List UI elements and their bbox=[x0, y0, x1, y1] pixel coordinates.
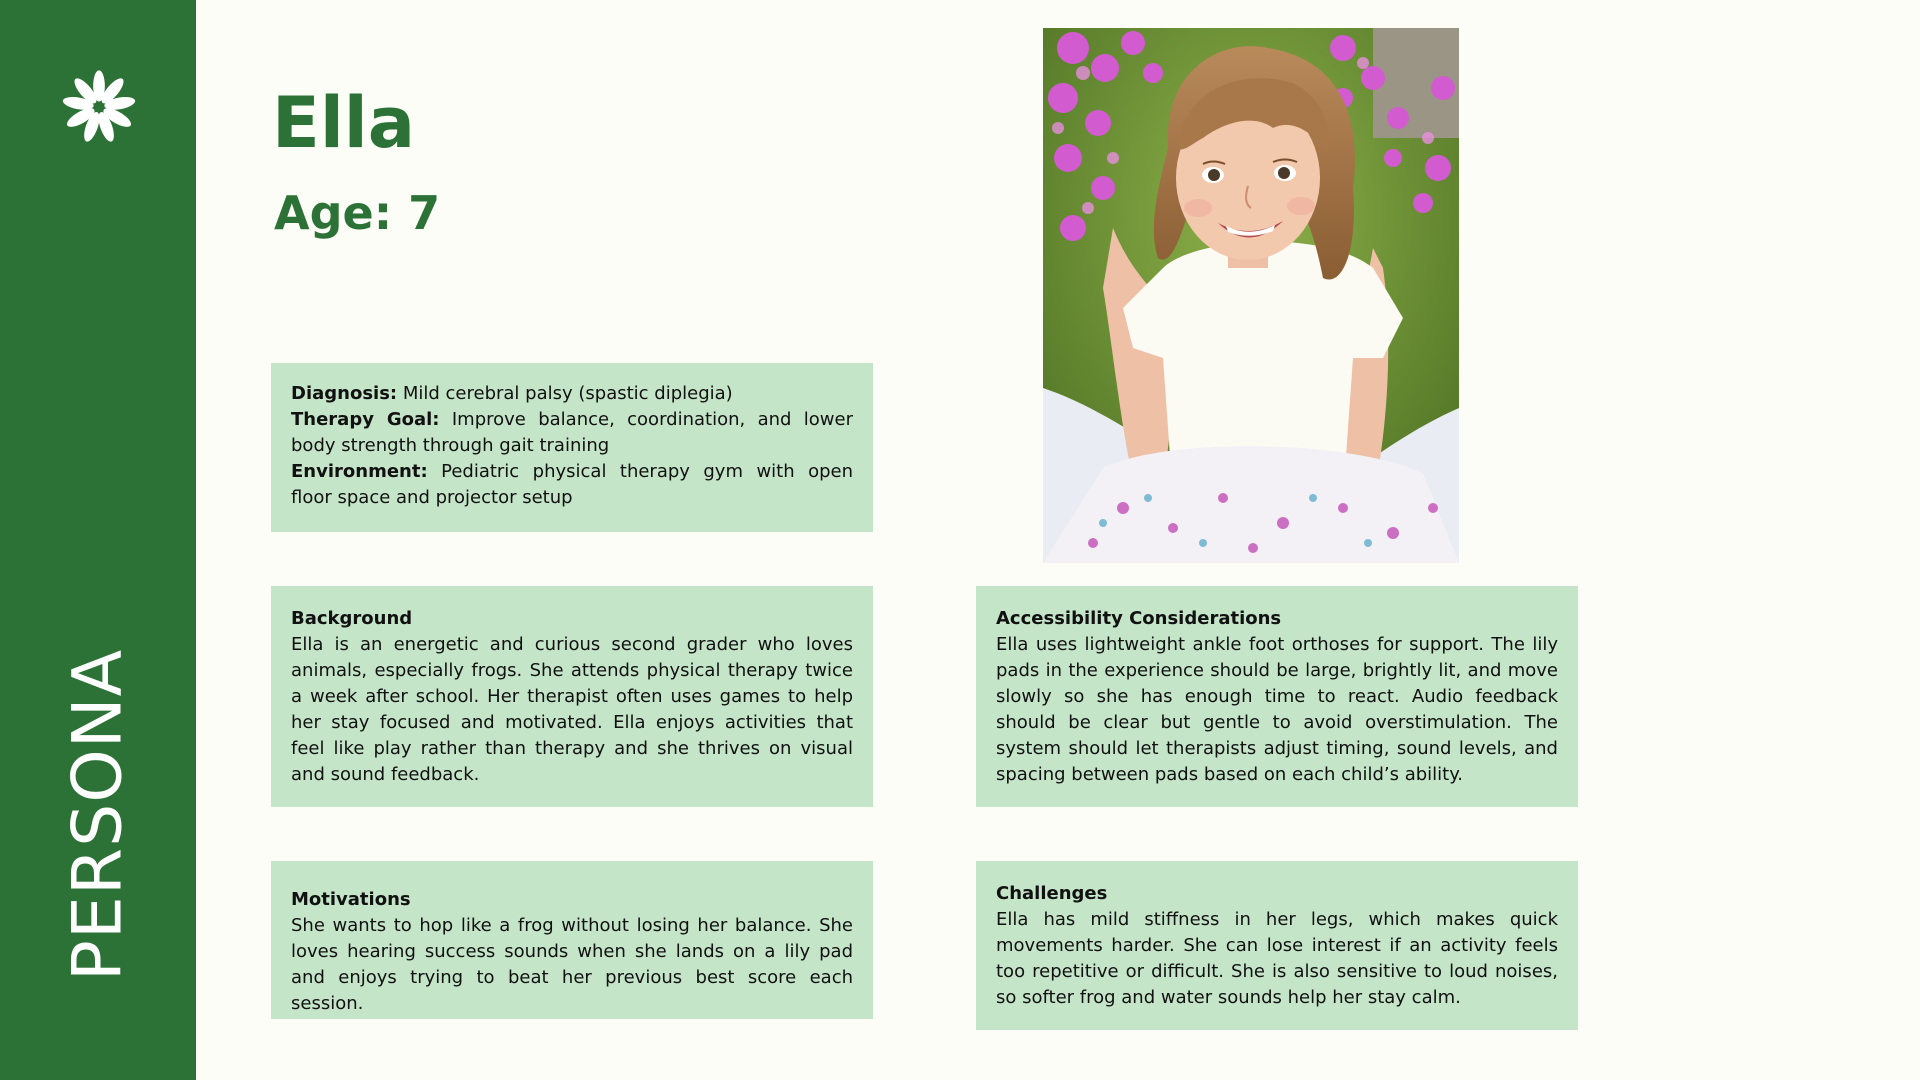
challenges-text: Ella has mild stiffness in her legs, which makes quick movements harder. She can lose interest if an activity feels too repetitive or difficult. She is also sensitive to loud noises, so softer frog and water sounds help her stay calm. bbox=[996, 909, 1558, 1008]
diagnosis-label: Diagnosis: bbox=[291, 383, 398, 404]
persona-photo bbox=[1043, 28, 1459, 563]
persona-name: Ella bbox=[272, 82, 416, 164]
diagnosis-value: Mild cerebral palsy (spastic diplegia) bbox=[397, 383, 733, 404]
motivations-heading: Motivations bbox=[291, 889, 411, 910]
motivations-text: She wants to hop like a frog without losing her balance. She loves hearing success sounds when she lands on a lily pad and enjoys trying to beat her previous best score each session. bbox=[291, 915, 853, 1014]
diagnosis-card bbox=[271, 363, 873, 532]
therapy-goal-value: Improve balance, coordination, and lower body strength through gait training bbox=[291, 409, 853, 456]
background-text: Ella is an energetic and curious second grader who loves animals, especially frogs. She attends physical therapy twice a week after school. Her therapist often uses games to help her stay focused and motivated. Ella enjoys activities that feel like play rather than therapy and she thrives on visual and sound feedback. bbox=[291, 634, 853, 785]
challenges-heading: Challenges bbox=[996, 883, 1108, 904]
persona-photo-illustration bbox=[1043, 28, 1459, 563]
background-heading: Background bbox=[291, 608, 413, 629]
environment-label: Environment: bbox=[291, 461, 428, 482]
therapy-goal-line bbox=[291, 407, 853, 459]
flower-asterisk-icon bbox=[60, 68, 138, 146]
persona-age: Age: 7 bbox=[274, 186, 441, 240]
motivations-card bbox=[271, 861, 873, 1019]
background-card bbox=[271, 586, 873, 807]
diagnosis-line bbox=[291, 381, 853, 407]
accessibility-text: Ella uses lightweight ankle foot orthoses for support. The lily pads in the experience should be large, brightly lit, and move slowly so she has enough time to react. Audio feedback should be clear but gentle to avoid overstimulation. The system should let therapists adjust timing, sound levels, and spacing between pads based on each child’s ability. bbox=[996, 634, 1558, 785]
accessibility-heading: Accessibility Considerations bbox=[996, 608, 1282, 629]
environment-line bbox=[291, 459, 853, 511]
sidebar bbox=[0, 0, 196, 1080]
challenges-card bbox=[976, 861, 1578, 1030]
therapy-goal-label: Therapy Goal: bbox=[291, 409, 440, 430]
environment-value: Pediatric physical therapy gym with open floor space and projector setup bbox=[291, 461, 853, 508]
accessibility-card bbox=[976, 586, 1578, 807]
sidebar-label: PERSONA bbox=[58, 648, 138, 982]
